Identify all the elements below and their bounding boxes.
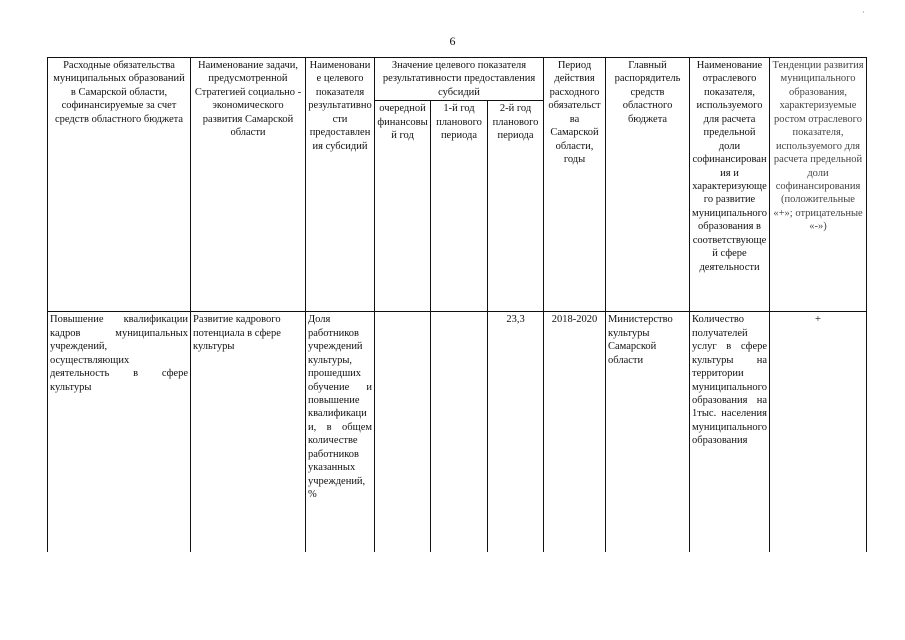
header-row: [48, 58, 867, 101]
cell-expense-obligation: Повышение квалификации кадров муниципальных учреждений, осуществляющих деятельность в сфере культуры: [48, 312, 191, 552]
table-row: [48, 312, 867, 552]
cell-target-indicator: Доля работников учреждений культуры, прошедших обучение и повышение квалификации, в общем количестве работников указанных учреждений, %: [306, 312, 375, 552]
subsidy-table: [47, 57, 867, 552]
header-development-trends: Тенденции развития муниципального образования, характеризуемые ростом отраслевого показателя, используемого для расчета предельной доли софинансирования (положительные «+»; отрицательные «-»): [770, 58, 867, 312]
cell-main-manager: Министерство культуры Самарской области: [606, 312, 690, 552]
cell-obligation-period: 2018-2020: [544, 312, 606, 552]
cell-strategy-task: Развитие кадрового потенциала в сфере культуры: [191, 312, 306, 552]
header-target-indicator: Наименование целевого показателя результативности предоставления субсидий: [306, 58, 375, 312]
header-main-manager: Главный распорядитель средств областного бюджета: [606, 58, 690, 312]
header-expense-obligations: Расходные обязательства муниципальных образований в Самарской области, софинансируемые за счет средств областного бюджета: [48, 58, 191, 312]
corner-mark: ·: [862, 8, 865, 17]
cell-plan-year-2-value: 23,3: [488, 312, 544, 552]
header-strategy-task: Наименование задачи, предусмотренной Стратегией социально - экономического развития Самарской области: [191, 58, 306, 312]
header-indicator-values-group: Значение целевого показателя результативности предоставления субсидий: [375, 58, 544, 101]
subheader-plan-year-1: 1-й год планового периода: [431, 101, 488, 312]
cell-plan-year-1-value: [431, 312, 488, 552]
cell-development-trend: +: [770, 312, 867, 552]
page-number: 6: [449, 34, 456, 48]
header-sector-indicator: Наименование отраслевого показателя, используемого для расчета предельной доли софинансирования и характеризующего развитие муниципального образования в соответствующей сфере деятельности: [690, 58, 770, 312]
cell-sector-indicator: Количество получателей услуг в сфере культуры на территории муниципального образования на 1тыс. населения муниципального образования: [690, 312, 770, 552]
cell-current-year-value: [375, 312, 431, 552]
subheader-plan-year-2: 2-й год планового периода: [488, 101, 544, 312]
header-obligation-period: Период действия расходного обязательства Самарской области, годы: [544, 58, 606, 312]
subheader-current-year: очередной финансовый год: [375, 101, 431, 312]
